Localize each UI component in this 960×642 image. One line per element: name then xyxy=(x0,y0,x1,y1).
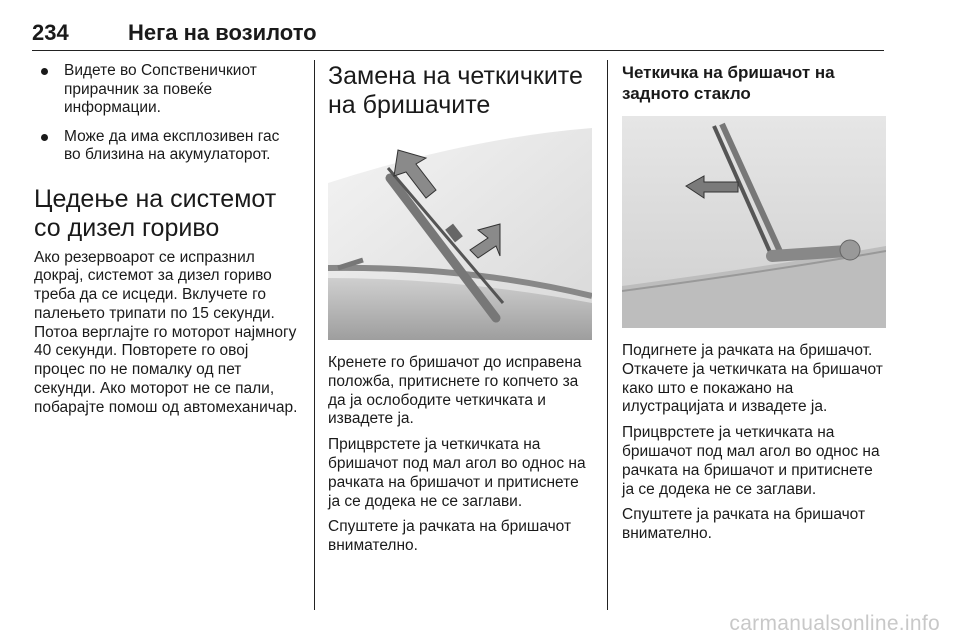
wiper-blade-illustration xyxy=(328,128,592,340)
list-item xyxy=(34,128,300,165)
column-1 xyxy=(34,62,300,425)
page-header xyxy=(32,20,884,51)
section-paragraph: Спуштете ја рачката на бришачот внимателно. xyxy=(328,518,572,555)
section-paragraph: Подигнете ја рачката на бришачот. Откачете ја четкичката на бришачот како што е покажано на илустрацијата и извадете ја. xyxy=(622,342,883,416)
bullet-icon xyxy=(41,134,48,141)
list-item xyxy=(34,62,300,118)
column-3 xyxy=(622,62,886,551)
bullet-list xyxy=(34,62,300,165)
column-divider xyxy=(607,60,608,610)
section-heading: Четкичка на бришачот на задното стакло xyxy=(622,63,835,103)
section-paragraph: Прицврстете ја четкичката на бришачот под мал агол во однос на рачката на бришачот и притиснете ја се додека не се заглави. xyxy=(328,436,586,510)
rear-wiper-illustration xyxy=(622,116,886,328)
bullet-text: Може да има експлозивен гас во близина на акумулаторот. xyxy=(64,127,280,163)
section-heading: Замена на четкичките на бришачите xyxy=(328,62,583,119)
rear-wiper-pivot xyxy=(840,240,860,260)
section-paragraph: Кренете го бришачот до исправена положба, притиснете го копчето за да ја ослободите четкичката и извадете ја. xyxy=(328,354,582,428)
rear-wiper-pivot-arm xyxy=(772,251,847,256)
column-2 xyxy=(328,62,592,563)
section-paragraph: Спуштете ја рачката на бришачот внимателно. xyxy=(622,506,866,543)
column-divider xyxy=(314,60,315,610)
section-paragraph: Ако резервоарот се испразнил докрај, системот за дизел гориво треба да се исцеди. Вклучете го палењето трипати по 15 секунди. Потоа верглајте го моторот најмногу 40 секунди. Повторете го овој процес по не помалку од пет секунди. Ако моторот не се пали, побарајте помош од автомеханичар. xyxy=(34,248,298,416)
running-header-title: Нега на возилото xyxy=(128,20,317,45)
section-heading: Цедење на системот со дизел гориво xyxy=(34,184,277,242)
page-number: 234 xyxy=(32,20,69,45)
bullet-icon xyxy=(41,68,48,75)
watermark-text: carmanualsonline.info xyxy=(729,612,940,635)
bullet-text: Видете во Сопственичкиот прирачник за повеќе информации. xyxy=(64,62,257,116)
section-paragraph: Прицврстете ја четкичката на бришачот под мал агол во однос на рачката на бришачот и притиснете ја се додека не се заглави. xyxy=(622,424,880,498)
